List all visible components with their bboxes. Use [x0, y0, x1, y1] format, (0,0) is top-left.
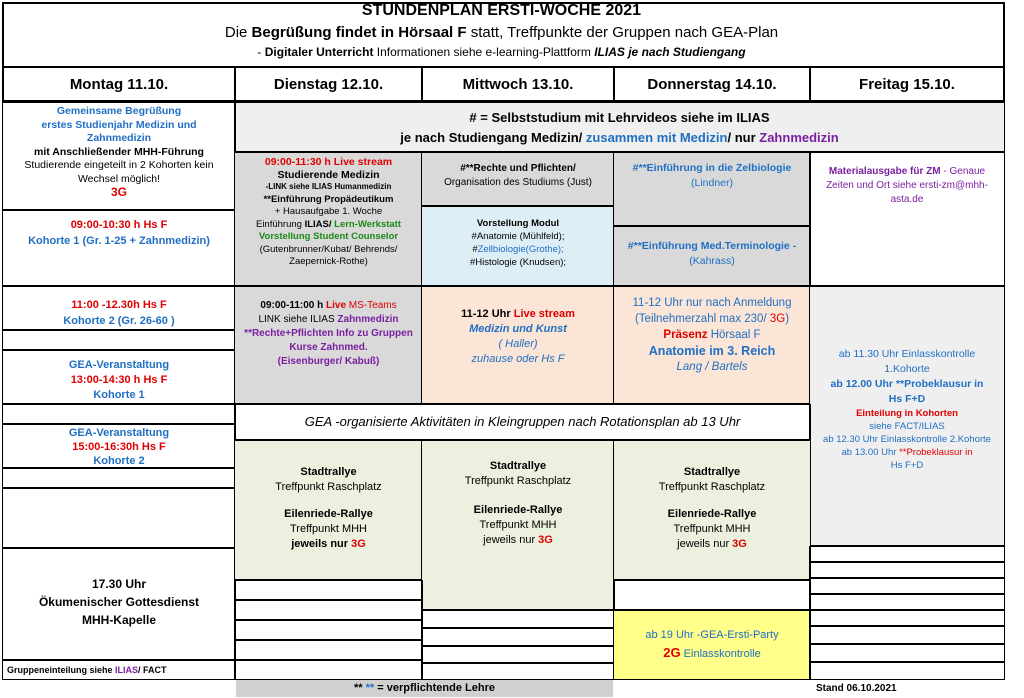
monday-welcome: Gemeinsame Begrüßung erstes Studienjahr Medizin und Zahnmedizin mit Anschließender MHH-Führung Studierende eingeteilt in 2 Kohorten kein Wechsel möglich! 3G [2, 102, 236, 210]
empty-row [234, 640, 423, 660]
wednesday-module-intro: Vorstellung Modul #Anatomie (Mühlfeld); #Zellbiologie(Grothe); #Histologie (Knudsen); [421, 206, 615, 286]
subtitle-line-3: - Digitaler Unterricht Informationen siehe e-learning-Plattform ILIAS je nach Studiengang [257, 45, 746, 59]
empty-row [809, 610, 1005, 626]
monday-empty-block [2, 488, 236, 548]
thursday-anatomie: 11-12 Uhr nur nach Anmeldung (Teilnehmerzahl max 230/ 3G) Präsenz Hörsaal F Anatomie im 3. Reich Lang / Bartels [613, 286, 811, 404]
empty-row [421, 610, 615, 628]
day-header-friday: Freitag 15.10. [809, 66, 1005, 102]
empty-row [613, 580, 811, 610]
empty-row [809, 626, 1005, 644]
monday-gottesdienst: 17.30 Uhr Ökumenischer Gottesdienst MHH-Kapelle [2, 548, 236, 660]
empty-row [809, 546, 1005, 562]
rally-thursday: Stadtrallye Treffpunkt Raschplatz Eilenriede-Rallye Treffpunkt MHH jeweils nur 3G [613, 440, 811, 580]
monday-empty-row [2, 404, 236, 424]
empty-row [421, 663, 615, 680]
rally-tuesday: Stadtrallye Treffpunkt Raschplatz Eilenriede-Rallye Treffpunkt MHH jeweils nur 3G [234, 440, 423, 580]
empty-row [809, 662, 1005, 680]
empty-row [809, 594, 1005, 610]
friday-probeklausur: ab 11.30 Uhr Einlasskontrolle 1.Kohorte ab 12.00 Uhr **Probeklausur in Hs F+D Einteilung in Kohorten siehe FACT/ILIAS ab 12.30 Uhr Einlasskontrolle 2.Kohorte ab 13.00 Uhr **Probeklausur in Hs F+D [809, 286, 1005, 546]
empty-row [809, 562, 1005, 578]
gea-banner: GEA -organisierte Aktivitäten in Kleingruppen nach Rotationsplan ab 13 Uhr [234, 404, 811, 440]
empty-row [234, 620, 423, 640]
thursday-terminologie: #**Einführung Med.Terminologie - (Kahrass) [613, 226, 811, 286]
empty-row [809, 578, 1005, 594]
day-header-thursday: Donnerstag 14.10. [613, 66, 811, 102]
empty-row [421, 646, 615, 663]
monday-empty-row [2, 330, 236, 350]
day-header-monday: Montag 11.10. [2, 66, 236, 102]
day-header-wednesday: Mittwoch 13.10. [421, 66, 615, 102]
subtitle-line-2: Die Begrüßung findet in Hörsaal F statt, Treffpunkte der Gruppen nach GEA-Plan [224, 24, 779, 41]
day-header-tuesday: Dienstag 12.10. [234, 66, 423, 102]
monday-footer-note: Gruppeneinteilung siehe ILIAS/ FACT [2, 660, 236, 680]
ersti-party: ab 19 Uhr -GEA-Ersti-Party 2G Einlasskontrolle [613, 610, 811, 680]
empty-row [234, 580, 423, 600]
tuesday-ms-teams: 09:00-11:00 h Live MS-Teams LINK siehe ILIAS Zahnmedizin **Rechte+Pflichten Info zu Gruppen Kurse Zahnmed. (Eisenburger/ Kabuß) [234, 286, 423, 404]
rally-wednesday: Stadtrallye Treffpunkt Raschplatz Eilenriede-Rallye Treffpunkt MHH jeweils nur 3G [421, 440, 615, 610]
monday-kohorte-2: 11:00 -12.30h Hs F Kohorte 2 (Gr. 26-60 ) [2, 286, 236, 330]
stand-date: Stand 06.10.2021 [816, 683, 897, 694]
wednesday-rechte-pflichten: #**Rechte und Pflichten/ Organisation des Studiums (Just) [421, 152, 615, 206]
thursday-zellbiologie: #**Einführung in die Zelbiologie (Lindner) [613, 152, 811, 226]
monday-kohorte-1: 09:00-10:30 h Hs F Kohorte 1 (Gr. 1-25 + Zahnmedizin) [2, 210, 236, 286]
friday-materialausgabe: Materialausgabe für ZM - Genaue Zeiten und Ort siehe ersti-zm@mhh-asta.de [809, 152, 1005, 286]
empty-row [234, 660, 423, 680]
empty-row [421, 628, 615, 646]
tuesday-livestream: 09:00-11:30 h Live stream Studierende Medizin -LINK siehe ILIAS Humanmedizin **Einführung Propädeutikum + Hausaufgabe 1. Woche Einführung ILIAS/ Lern-Werkstatt Vorstellung Student Counselor (Gutenbrunner/Kubat/ Behrends/ Zaepernick-Rothe) [234, 152, 423, 286]
monday-gea-2: GEA-Veranstaltung 15:00-16:30h Hs F Kohorte 2 [2, 424, 236, 468]
monday-empty-row [2, 468, 236, 488]
wednesday-medizin-kunst: 11-12 Uhr Live stream Medizin und Kunst ( Haller) zuhause oder Hs F [421, 286, 615, 404]
mandatory-legend: ** ** = verpflichtende Lehre [236, 680, 613, 697]
monday-gea-1: GEA-Veranstaltung 13:00-14:30 h Hs F Kohorte 1 [2, 350, 236, 404]
page-title: STUNDENPLAN ERSTI-WOCHE 2021 [361, 2, 642, 19]
empty-row [809, 644, 1005, 662]
self-study-legend: # = Selbststudium mit Lehrvideos siehe im ILIAS je nach Studiengang Medizin/ zusammen mit Medizin/ nur Zahnmedizin [234, 102, 1005, 152]
empty-row [234, 600, 423, 620]
